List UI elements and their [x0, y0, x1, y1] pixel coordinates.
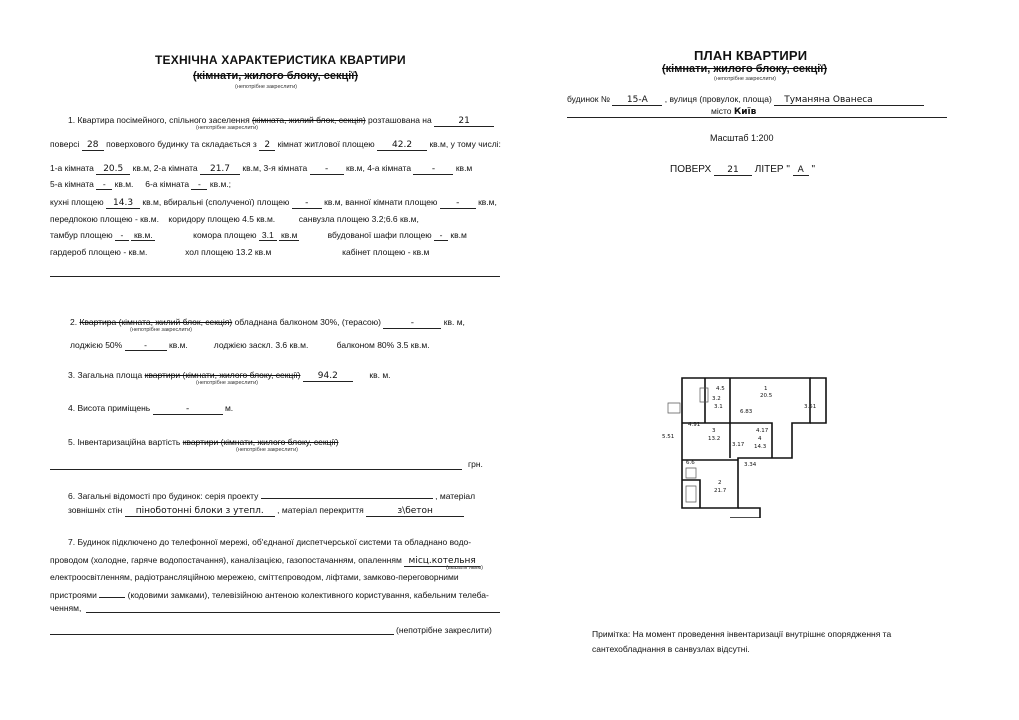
p7-l3: електроосвітленням, радіотрансляційною мережею, сміттєпроводом, ліфтами, замково-переговорними [50, 572, 459, 582]
p2-strike-note: (непотрібне закреслити) [130, 327, 192, 333]
p2-tail: обладнана балконом 30%, (терасою) [234, 317, 381, 327]
scale: Масштаб 1:200 [710, 133, 774, 143]
tam-label: тамбур площею [50, 230, 113, 240]
p1-tail: розташована на [368, 115, 432, 125]
r4-value: - [413, 164, 453, 175]
liter-value: А [793, 165, 809, 176]
kom-value: 3.1 [259, 230, 277, 241]
corr-tail: кв.м. [256, 214, 276, 224]
heating-value: місц.котельня [404, 556, 480, 567]
p5-blank-line [50, 469, 462, 470]
bld-label: будинок № [567, 94, 610, 104]
san-tail: кв.м, [400, 214, 419, 224]
r3-value: - [310, 164, 344, 175]
p2-line2 [70, 340, 430, 351]
plan-label-w3: 3.17 [732, 442, 745, 448]
r5-value: - [96, 179, 112, 190]
p1-line4 [50, 179, 231, 190]
p7-l2a: проводом (холодне, гаряче водопостачання), каналізацією, газопостачанням, опаленням [50, 555, 402, 565]
p1-rooms-tail: кімнат житлової площею [277, 139, 375, 149]
r2-value: 21.7 [200, 164, 240, 175]
kab-tail: кв.м [412, 247, 430, 257]
p7-l1: 7. Будинок підключено до телефонної мережі, об'єднаної диспетчерської системи та обладнано водо- [68, 537, 472, 547]
hall-value: - [134, 214, 138, 224]
loggia-label: лоджією 50% [70, 340, 123, 350]
r2-label: кв.м, 2-а кімната [132, 163, 198, 173]
kab-label: кабінет площею [342, 247, 406, 257]
p2-lead: 2. [70, 317, 78, 327]
plan-label-w2: 3.51 [804, 404, 817, 410]
hall-label: передпокою площею [50, 214, 133, 224]
p5-tail: грн. [468, 459, 483, 469]
r1-value: 20.5 [96, 164, 130, 175]
wc-value: - [292, 198, 322, 209]
p3-tail: кв. м. [369, 370, 391, 380]
tam-value: - [115, 230, 129, 241]
p1-line7 [50, 230, 467, 241]
p1-line6 [50, 214, 419, 224]
address-line [567, 94, 924, 106]
p1-lead: 1. Квартира посімейного, спільного заселення [68, 115, 250, 125]
gard-label: гардероб площею [50, 247, 121, 257]
p1-line3 [50, 163, 472, 175]
note-line2: сантехобладнання в санвузлах відсутні. [592, 644, 750, 654]
heating-note: (вказати яким) [446, 565, 483, 571]
kom-label: комора площею [193, 230, 257, 240]
loggia-tail: кв.м. [168, 340, 188, 350]
floor-line [670, 164, 815, 176]
plan-label-k: 4 [758, 436, 762, 442]
hol-value: 13.2 [235, 247, 253, 257]
plan-label-w9: 6.6 [686, 460, 695, 466]
hall-tail: кв.м. [140, 214, 159, 224]
gard-tail: кв.м. [128, 247, 148, 257]
loggia-glazed: лоджією заскл. 3.6 кв.м. [213, 340, 309, 350]
gard-value: - [123, 247, 127, 257]
p5-note: (непотрібне закреслити) [236, 447, 298, 453]
bath-value: - [440, 198, 476, 209]
plan-label-k-area: 14.3 [754, 444, 767, 450]
p1-floor-value: 21 [434, 116, 494, 127]
p1-living-tail: кв.м, у тому числі: [429, 139, 501, 149]
plan-label-r2-area: 21.7 [714, 488, 727, 494]
p7-blank-2 [50, 634, 394, 635]
p5-strike: квартири (кімнати, жилого блоку, секції) [182, 437, 339, 447]
p1-strike-note: (непотрібне закреслити) [196, 125, 258, 131]
p6-lead: 6. Загальні відомості про будинок: серія проекту [68, 491, 259, 501]
p1-line2 [50, 139, 501, 151]
corr-value: 4.5 [242, 214, 254, 224]
wc-label: кв.м, вбиральні (сполученої) площею [142, 197, 290, 207]
floors-label: , матеріал перекриття [277, 505, 364, 515]
height-value: - [153, 404, 223, 415]
plan-label-w5: 3.34 [744, 462, 757, 468]
shaf-tail: кв.м [450, 230, 467, 240]
walls-value: піноботонні блоки з утепл. [125, 506, 275, 517]
p1-rooms-value: 2 [259, 140, 275, 151]
kom-tail: кв.м [280, 230, 298, 240]
plan-label-w10: 4.5 [716, 386, 725, 392]
plan-label-w8: 3.2 [712, 396, 721, 402]
r1-label: 1-а кімната [50, 163, 94, 173]
left-subtitle-note: (непотрібне закреслити) [235, 84, 297, 90]
p6-line1 [68, 489, 475, 501]
p7-l4b: (кодовими замками), телевізійною антеною колективного користування, кабельним телеба- [127, 590, 489, 600]
p1-storeys-value: 28 [82, 140, 104, 151]
kab-value: - [407, 247, 411, 257]
plan-label-w1: 6.83 [740, 409, 753, 415]
r4-tail: кв.м [455, 163, 473, 173]
r6-value: - [191, 179, 207, 190]
loggia-value: - [125, 340, 167, 351]
terrace-value: - [383, 318, 441, 329]
plan-label-w6: 4.91 [688, 422, 701, 428]
kitchen-label: кухні площею [50, 197, 104, 207]
p1-line5 [50, 197, 497, 209]
address-rule [567, 117, 947, 118]
p7-l2 [50, 555, 480, 567]
p1-line8 [50, 247, 429, 257]
r4-label: кв.м, 4-а кімната [346, 163, 412, 173]
right-subtitle-note: (непотрібне закреслити) [714, 76, 776, 82]
r5-tail: кв.м. [114, 179, 134, 189]
r6-tail: кв.м.; [209, 179, 232, 189]
p4-line [68, 403, 233, 415]
floor-label: ПОВЕРХ [670, 164, 712, 175]
liter-label: ЛІТЕР " [754, 164, 790, 175]
p6-line2 [68, 505, 464, 517]
terrace-tail: кв. м, [443, 317, 465, 327]
city-label: місто [711, 106, 732, 116]
plan-label-w4: 4.17 [756, 428, 769, 434]
tam-tail: кв.м. [131, 230, 155, 241]
street-label: , вулиця (провулок, площа) [664, 94, 772, 104]
p5-line [68, 437, 339, 447]
plan-label-w11: 3.1 [714, 404, 723, 410]
plan-label-r1: 1 [764, 386, 768, 392]
p3-lead: 3. Загальна площа [68, 370, 143, 380]
p7-l4a: пристроями [50, 590, 97, 600]
note-line1: Примітка: На момент проведення інвентаризації внутрішнє опорядження та [592, 629, 892, 639]
p7-l4 [50, 588, 489, 600]
floor-plan-drawing [660, 368, 830, 518]
p1-blank-line [50, 276, 500, 277]
bath-label: кв.м, ванної кімнати площею [324, 197, 438, 207]
corr-label: коридору площею [168, 214, 240, 224]
p1-floor-word: поверсі [50, 139, 80, 149]
plan-label-h-area: 13.2 [708, 436, 721, 442]
hol-label: хол площею [185, 247, 234, 257]
p7-unneeded: (непотрібне закреслити) [396, 625, 492, 635]
city-value: Київ [734, 107, 814, 118]
shaf-label: вбудованої шафи площею [327, 230, 432, 240]
p1-strike: (кімната, жилий блок, секція) [252, 115, 366, 125]
kitchen-value: 14.3 [106, 198, 140, 209]
shaf-value: - [434, 230, 448, 241]
right-subtitle: (кімнати, жилого блоку, секції) [662, 63, 828, 75]
p7-l5: ченням, [50, 603, 82, 613]
san-label: санвузла площею [298, 214, 370, 224]
p1-storeys-tail: поверхового будинку та складається з [106, 139, 257, 149]
bath-tail: кв.м, [478, 197, 497, 207]
r5-label: 5-а кімната [50, 179, 94, 189]
p1-living-value: 42.2 [377, 140, 427, 151]
san-value: 3.2;6.6 [371, 214, 398, 224]
hol-tail: кв.м [254, 247, 272, 257]
p2-strike: Квартира (кімната, жилий блок, секція) [79, 317, 233, 327]
r6-label: 6-а кімната [145, 179, 190, 189]
balcony-80: балконом 80% 3.5 кв.м. [336, 340, 430, 350]
p5-lead: 5. Інвентаризаційна вартість [68, 437, 181, 447]
plan-label-w7: 5.51 [662, 434, 675, 440]
p7-blank-1 [86, 612, 500, 613]
p1-line1 [68, 115, 494, 127]
plan-label-r1-area: 20.5 [760, 393, 773, 399]
street-value: Туманяна Ованеса [774, 95, 924, 106]
left-title: ТЕХНІЧНА ХАРАКТЕРИСТИКА КВАРТИРИ [155, 53, 406, 67]
floor-plan [660, 368, 830, 518]
right-title: ПЛАН КВАРТИРИ [694, 48, 808, 63]
liter-tail: " [811, 164, 816, 175]
floor-value: 21 [714, 165, 752, 176]
p3-note: (непотрібне закреслити) [196, 380, 258, 386]
p6-tail1: , матеріал [435, 491, 476, 501]
total-area-value: 94.2 [303, 371, 353, 382]
plan-label-h: 3 [712, 428, 716, 434]
left-subtitle: (кімнати, жилого блоку, секції) [193, 70, 359, 82]
r3-label: кв.м, 3-я кімната [242, 163, 308, 173]
p4-tail: м. [224, 403, 234, 413]
plan-label-r2: 2 [718, 480, 722, 486]
walls-label: зовнішніх стін [68, 505, 123, 515]
p3-strike: квартири (кімнати, жилого блоку, секції) [144, 370, 301, 380]
bld-value: 15-А [612, 95, 662, 106]
floors-value: з\бетон [366, 506, 464, 517]
p4-lead: 4. Висота приміщень [68, 403, 151, 413]
